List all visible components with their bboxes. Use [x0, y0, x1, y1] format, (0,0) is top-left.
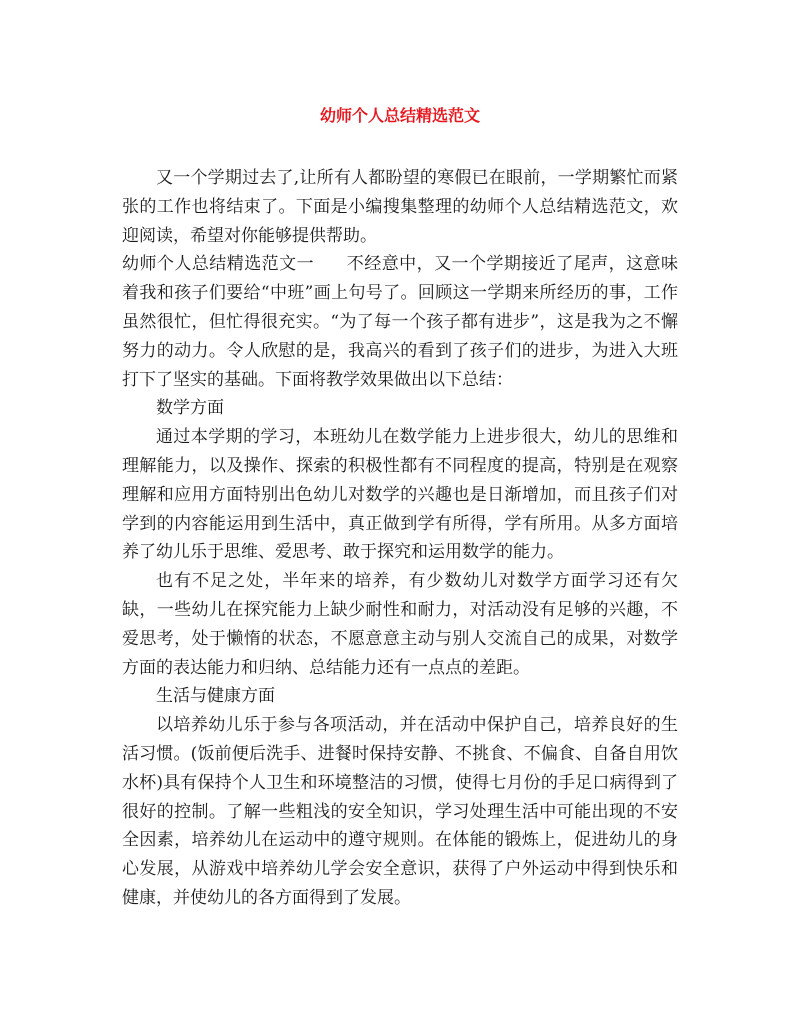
math-paragraph-1: 通过本学期的学习，本班幼儿在数学能力上进步很大，幼儿的思维和理解能力，以及操作、探索的积极性都有不同程度的提高，特别是在观察理解和应用方面特别出色幼儿对数学的兴趣也是日渐增加，而且孩子们对学到的内容能运用到生活中，真正做到学有所得，学有所用。从多方面培养了幼儿乐于思维、爱思考、敢于探究和运用数学的能力。	[122, 427, 678, 563]
section1-text: 不经意中，又一个学期接近了尾声，这意味着我和孩子们要给“中班”画上句号了。回顾这一学期来所经历的事，工作虽然很忙，但忙得很充实。“为了每一个孩子都有进步”，这是我为之不懈努力的动力。令人欣慰的是，我高兴的看到了孩子们的进步，为进入大班打下了坚实的基础。下面将教学效果做出以下总结：	[122, 254, 679, 390]
intro-paragraph: 又一个学期过去了,让所有人都盼望的寒假已在眼前，一学期繁忙而紧张的工作也将结束了。下面是小编搜集整理的幼师个人总结精选范文，欢迎阅读，希望对你能够提供帮助。	[122, 168, 678, 246]
life-paragraph-1: 以培养幼儿乐于参与各项活动，并在活动中保护自己，培养良好的生活习惯。(饭前便后洗手、进餐时保持安静、不挑食、不偏食、自备自用饮水杯)具有保持个人卫生和环境整洁的习惯，使得七月份的手足口病得到了很好的控制。了解一些粗浅的安全知识，学习处理生活中可能出现的不安全因素，培养幼儿在运动中的遵守规则。在体能的锻炼上，促进幼儿的身心发展，从游戏中培养幼儿学会安全意识，获得了户外运动中得到快乐和健康，并使幼儿的各方面得到了发展。	[122, 715, 678, 908]
document-title: 幼师个人总结精选范文	[319, 106, 480, 125]
math-paragraph-2: 也有不足之处，半年来的培养，有少数幼儿对数学方面学习还有欠缺，一些幼儿在探究能力上缺少耐性和耐力，对活动没有足够的兴趣，不爱思考，处于懒惰的状态，不愿意意主动与别人交流自己的成果，对数学方面的表达能力和归纳、总结能力还有一点点的差距。	[122, 571, 678, 678]
heading-life: 生活与健康方面	[156, 686, 275, 707]
section1-paragraph	[122, 250, 678, 394]
heading-math: 数学方面	[156, 398, 224, 419]
document-body	[122, 164, 678, 913]
section1-label: 幼师个人总结精选范文一	[122, 254, 315, 275]
